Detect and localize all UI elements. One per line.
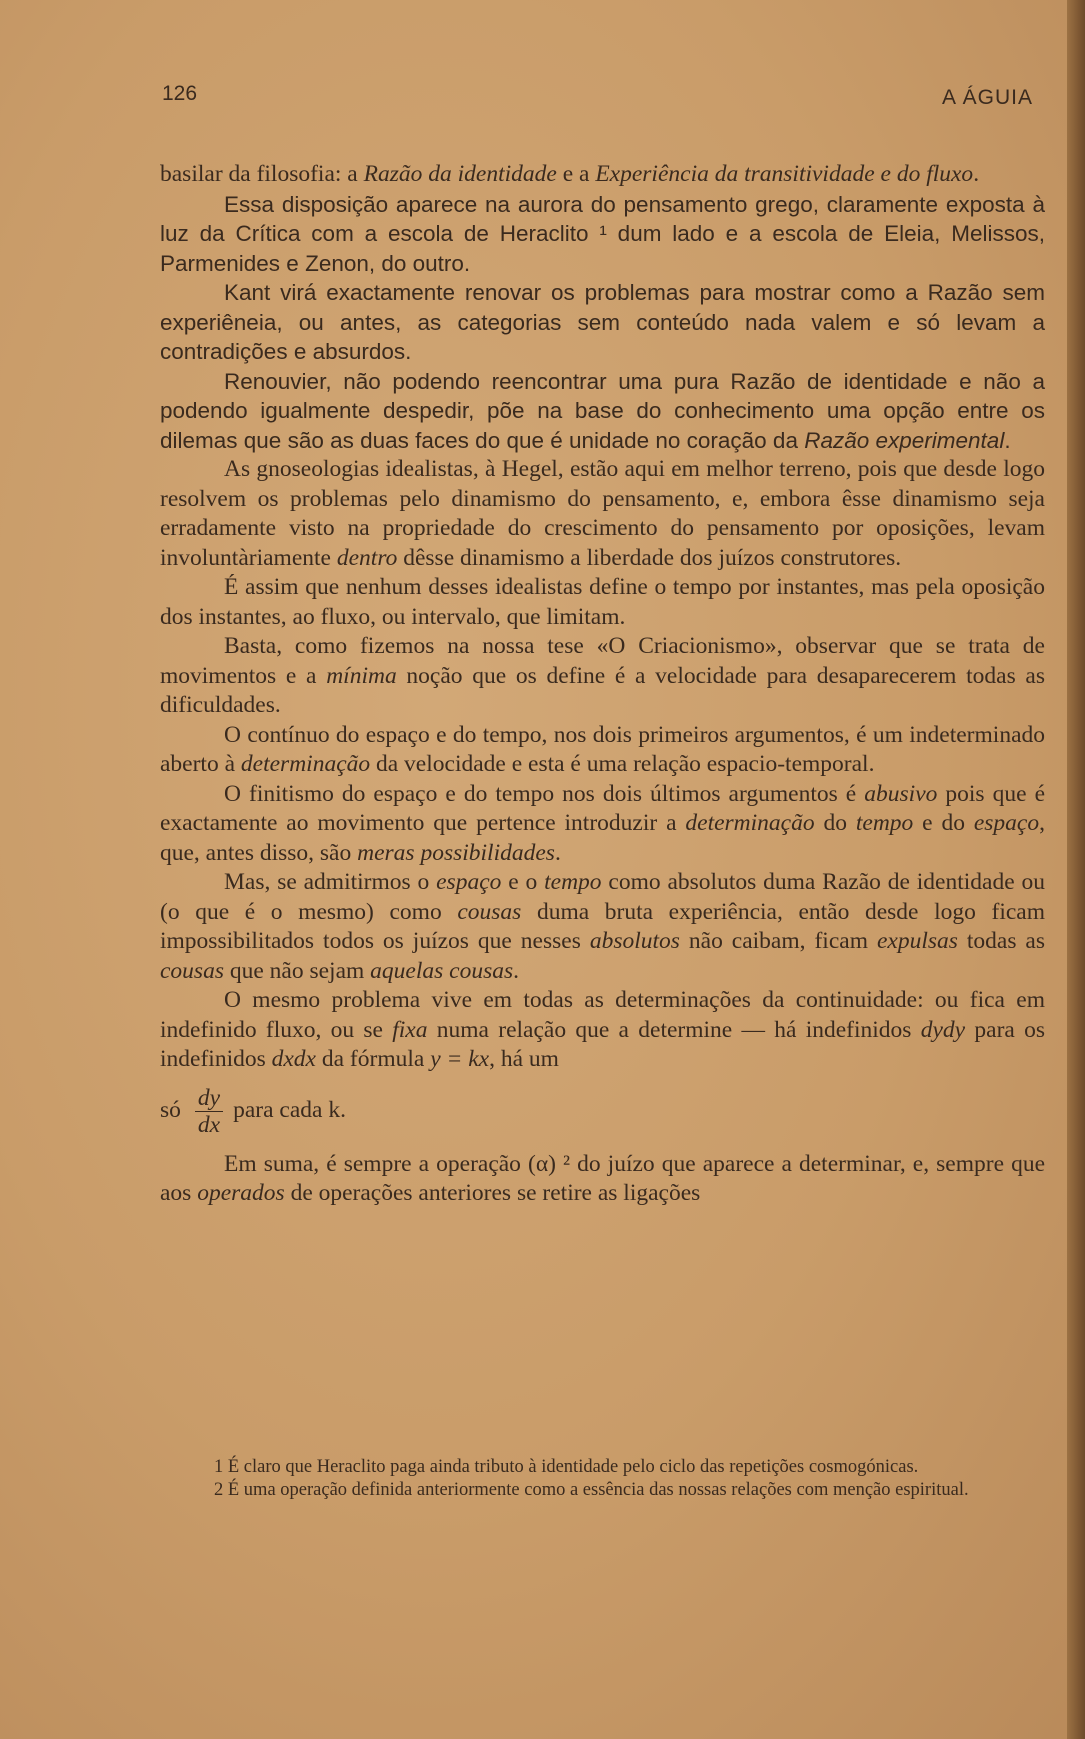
- paragraph-5: As gnoseologias idealistas, à Hegel, estão aqui em melhor terreno, pois que desde logo resolvem os problemas pelo dinamismo do pensamento, e, embora êsse dinamismo seja erradamente visto na propriedade do crescimento do pensamento por oposições, levam involuntàriamente dentro dêsse dinamismo a liberdade dos juízos construtores.: [160, 456, 1045, 571]
- paragraph-3: Kant virá exactamente renovar os problemas para mostrar como a Razão sem experiêneia, ou antes, as categorias sem conteúdo nada valem e só levam a contradições e absurdos.: [160, 280, 1045, 364]
- paragraph-4: Renouvier, não podendo reencontrar uma pura Razão de identidade e não a podendo igualmente despedir, põe na base do conhecimento uma opção entre os dilemas que são as duas faces do que é unidade no coração da Razão experimental.: [160, 368, 1045, 453]
- paragraph-11: O mesmo problema vive em todas as determinações da continuidade: ou fica em indefinido fluxo, ou se fixa numa relação que a determine — há indefinidos dydy para os indefinidos dxdx da fórmula y = kx, há um: [160, 987, 1045, 1072]
- body-text: [160, 160, 1045, 1209]
- paragraph-7: Basta, como fizemos na nossa tese «O Criacionismo», observar que se trata de movimentos e a mínima noção que os define é a velocidade para desaparecerem todas as dificuldades.: [160, 633, 1045, 718]
- derivative-formula: [160, 1085, 1045, 1138]
- paragraph-1: basilar da filosofia: a Razão da identidade e a Experiência da transitividade e do fluxo.: [160, 161, 980, 187]
- page-header: [162, 82, 1055, 112]
- footnotes: [150, 1456, 1040, 1502]
- footnote-1: 1 É claro que Heraclito paga ainda tributo à identidade pelo ciclo das repetições cosmogónicas.: [214, 1457, 919, 1477]
- formula-suffix: para cada k.: [233, 1097, 346, 1124]
- fraction: [195, 1085, 223, 1138]
- running-title: A ÁGUIA: [941, 86, 1033, 109]
- page-number: 126: [162, 82, 198, 105]
- paragraph-2: Essa disposição aparece na aurora do pensamento grego, claramente exposta à luz da Crítica com a escola de Heraclito ¹ dum lado e a escola de Eleia, Melissos, Parmenides e Zenon, do outro.: [160, 191, 1045, 276]
- fraction-numerator: dy: [195, 1085, 223, 1112]
- footnote-2: 2 É uma operação definida anteriormente como a essência das nossas relações com menção espiritual.: [214, 1480, 969, 1500]
- paragraph-9: O finitismo do espaço e do tempo nos dois últimos argumentos é abusivo pois que é exactamente ao movimento que pertence introduzir a determinação do tempo e do espaço, que, antes disso, são meras possibilidades.: [160, 780, 1045, 866]
- page-edge: [1067, 0, 1085, 1739]
- paragraph-12: Em suma, é sempre a operação (α) ² do juízo que aparece a determinar, e, sempre que aos operados de operações anteriores se retire as ligações: [160, 1150, 1045, 1206]
- paragraph-6: É assim que nenhum desses idealistas define o tempo por instantes, mas pela oposição dos instantes, ao fluxo, ou intervalo, que limitam.: [160, 574, 1045, 630]
- paragraph-8: O contínuo do espaço e do tempo, nos dois primeiros argumentos, é um indeterminado aberto à determinação da velocidade e esta é uma relação espacio-temporal.: [160, 721, 1045, 777]
- formula-prefix: só: [160, 1097, 181, 1124]
- fraction-denominator: dx: [197, 1111, 221, 1138]
- paragraph-10: Mas, se admitirmos o espaço e o tempo como absolutos duma Razão de identidade ou (o que é o mesmo) como cousas duma bruta experiência, então desde logo ficam impossibilitados todos os juízos que nesses absolutos não caibam, ficam expulsas todas as cousas que não sejam aquelas cousas.: [160, 869, 1046, 984]
